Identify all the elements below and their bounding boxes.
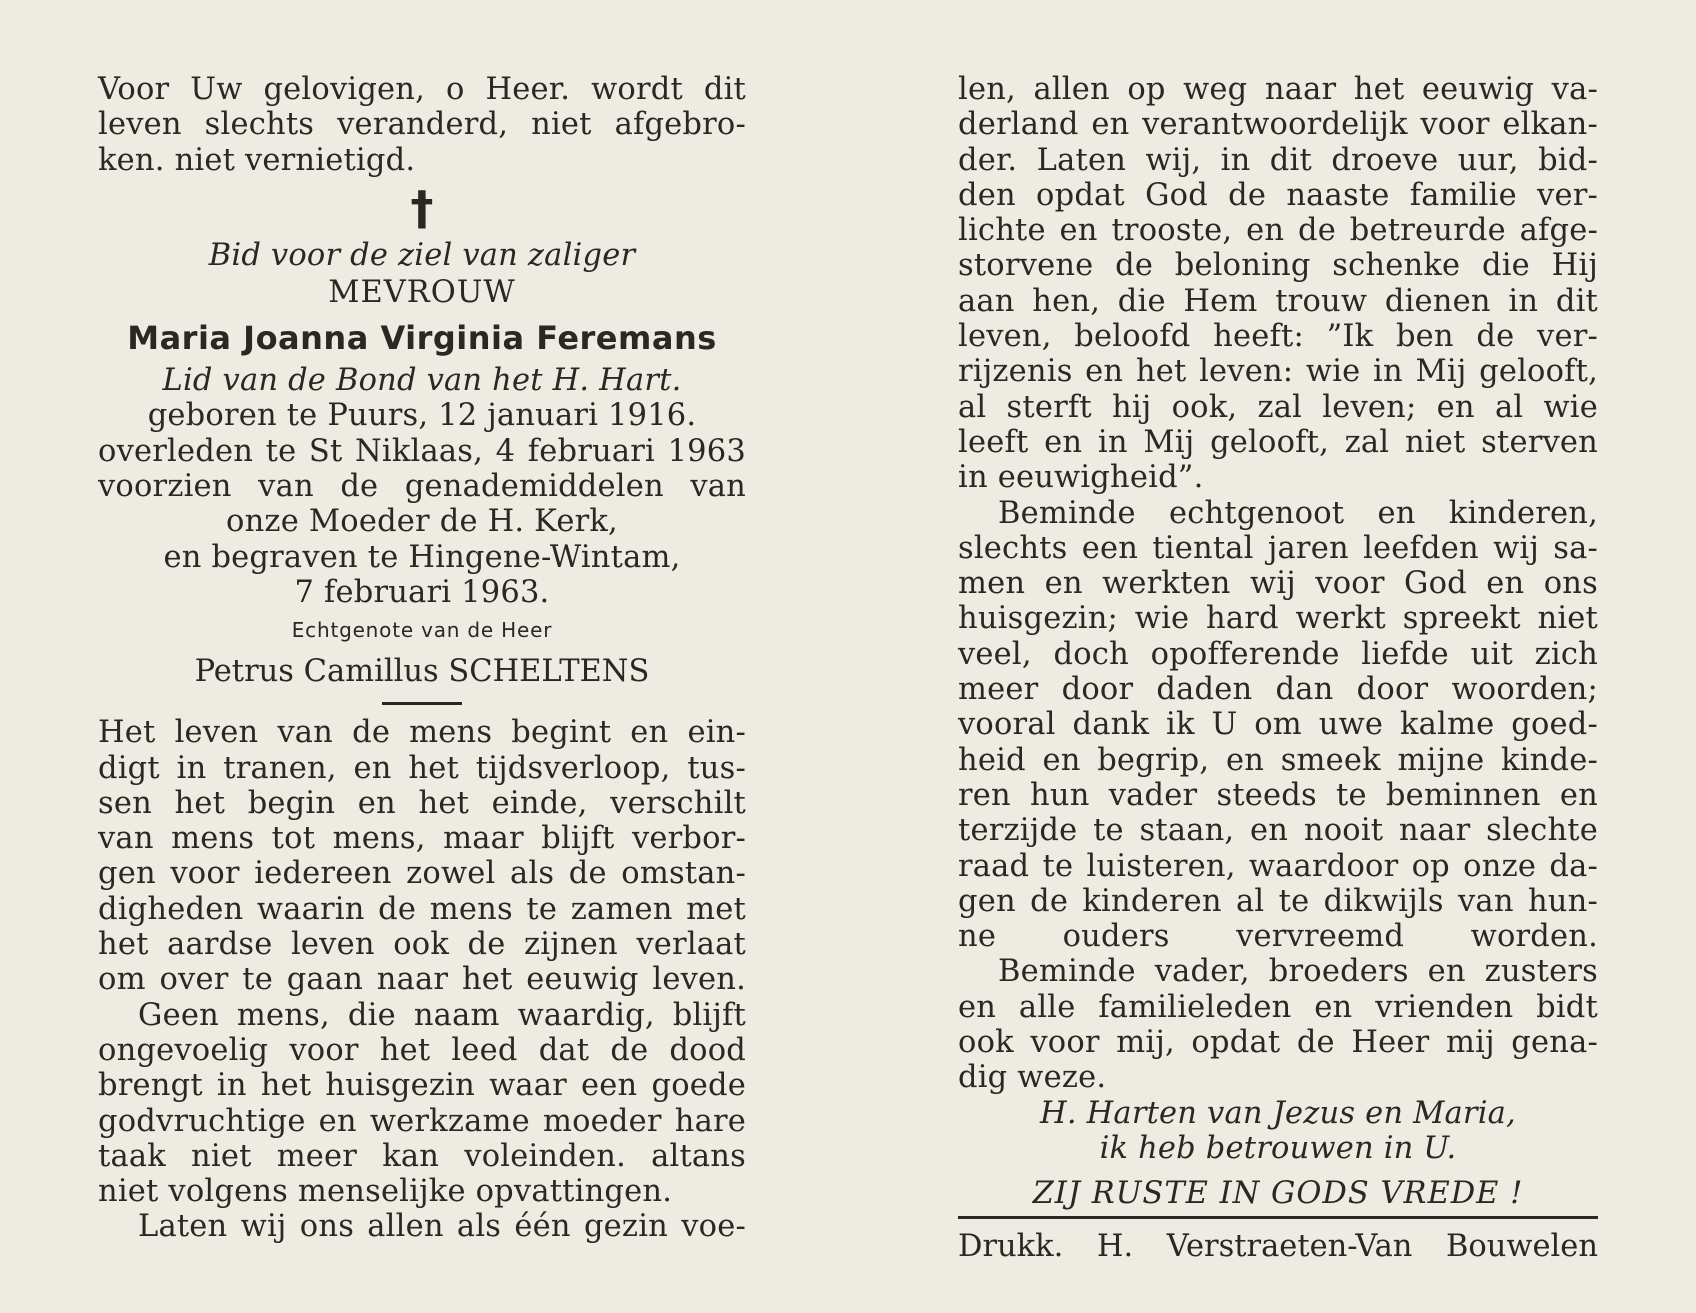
body-line: derland en verantwoordelijk voor elkan- [958,107,1598,143]
title-mevrouw: MEVROUW [328,275,516,311]
body-line: aan hen, die Hem trouw dienen in dit [958,283,1598,319]
body-line: heid en begrip, en smeek mijne kinde- [958,742,1598,778]
body-line: al sterft hij ook, zal leven; en al wie [958,389,1598,425]
body-line: om over te gaan naar het eeuwig leven. [98,962,746,998]
body-line: terzijde te staan, en nooit naar slechte [958,813,1598,849]
body-line: van mens tot mens, maar blijft verbor- [98,821,746,857]
body-line: niet volgens menselijke opvattingen. [98,1174,673,1210]
spouse-name: Petrus Camillus SCHELTENS [194,654,650,690]
bio-line: geboren te Puurs, 12 januari 1916. [147,398,697,434]
bio-line: voorzien van de genademiddelen van [98,469,746,505]
body-line: en alle familieleden en vrienden bidt [958,989,1598,1025]
body-line: den opdat God de naaste familie ver- [958,177,1598,213]
left-body-text [98,715,746,1244]
closing-prayer-line: ik heb betrouwen in U. [1099,1130,1457,1166]
body-line: digheden waarin de mens te zamen met [98,891,746,927]
body-line: Beminde vader, broeders en zusters [998,954,1598,990]
opening-line: ken. niet vernietigd. [98,142,416,178]
body-line: leeft en in Mij gelooft, zal niet sterven [958,424,1598,460]
opening-line: leven slechts veranderd, niet afgebro- [98,107,746,143]
body-line: veel, doch opofferende liefde uit zich [958,636,1598,672]
body-line: Laten wij ons allen als één gezin voe- [138,1209,746,1245]
body-line: raad te luisteren, waardoor op onze da- [958,848,1598,884]
right-page [958,72,1598,1267]
body-line: slechts een tiental jaren leefden wij sa- [958,530,1598,566]
bio-line: en begraven te Hingene-Wintam, [163,539,681,575]
body-line: gen de kinderen al te dikwijls van hun- [958,883,1598,919]
body-line: ren hun vader steeds te beminnen en [958,777,1598,813]
body-line: gen voor iedereen zowel als de omstan- [98,856,746,892]
left-page [98,72,746,1245]
body-line: vooral dank ik U om uwe kalme goed- [958,707,1598,743]
body-line: meer door daden dan door woorden; [958,672,1598,708]
bio-line: 7 februari 1963. [294,574,550,610]
body-line: ook voor mij, opdat de Heer mij gena- [958,1025,1598,1061]
body-line: lichte en trooste, en de betreurde afge- [958,213,1598,249]
divider [958,1216,1598,1219]
body-line: leven, beloofd heeft: ”Ik ben de ver- [958,319,1598,355]
closing-prayer-line: H. Harten van Jezus en Maria, [1040,1095,1516,1131]
deceased-name: Maria Joanna Virginia Feremans [127,319,717,358]
bio-line: onze Moeder de H. Kerk, [226,504,618,540]
spouse-label: Echtgenote van de Heer [291,618,553,643]
divider [382,702,462,705]
rest-in-peace: ZIJ RUSTE IN GODS VREDE ! [1032,1176,1524,1212]
prayer-request: Bid voor de ziel van zaliger [208,237,636,273]
body-line: in eeuwigheid”. [958,460,1204,496]
body-line: sen het begin en het einde, verschilt [98,785,746,821]
printer-credit: Drukk. H. Verstraeten-Van Bouwelen [958,1229,1598,1265]
body-line: huisgezin; wie hard werkt spreekt niet [958,601,1598,637]
body-line: Het leven van de mens begint en ein- [98,715,746,751]
bio-line: overleden te St Niklaas, 4 februari 1963 [98,433,746,469]
body-line: Beminde echtgenoot en kinderen, [998,495,1598,531]
body-line: men en werkten wij voor God en ons [958,566,1598,602]
body-line: taak niet meer kan voleinden. altans [98,1138,746,1174]
body-line: storvene de beloning schenke die Hij [958,248,1598,284]
body-line: Geen mens, die naam waardig, blijft [138,997,746,1033]
body-line: rijzenis en het leven: wie in Mij gelooft, [958,354,1598,390]
body-line: ne ouders vervreemd worden. [958,919,1598,955]
body-line: der. Laten wij, in dit droeve uur, bid- [958,142,1598,178]
opening-line: Voor Uw gelovigen, o Heer. wordt dit [98,72,746,107]
body-line: len, allen op weg naar het eeuwig va- [958,72,1598,107]
cross-icon: † [410,180,434,235]
body-line: het aardse leven ook de zijnen verlaat [98,927,746,963]
membership: Lid van de Bond van het H. Hart. [162,363,682,399]
body-line: brengt in het huisgezin waar een goede [98,1068,746,1104]
right-body-text [958,72,1598,1096]
body-line: ongevoelig voor het leed dat de dood [98,1032,746,1068]
body-line: godvruchtige en werkzame moeder hare [98,1103,746,1139]
body-line: digt in tranen, en het tijdsverloop, tus- [98,750,746,786]
body-line: dig weze. [958,1060,1107,1096]
